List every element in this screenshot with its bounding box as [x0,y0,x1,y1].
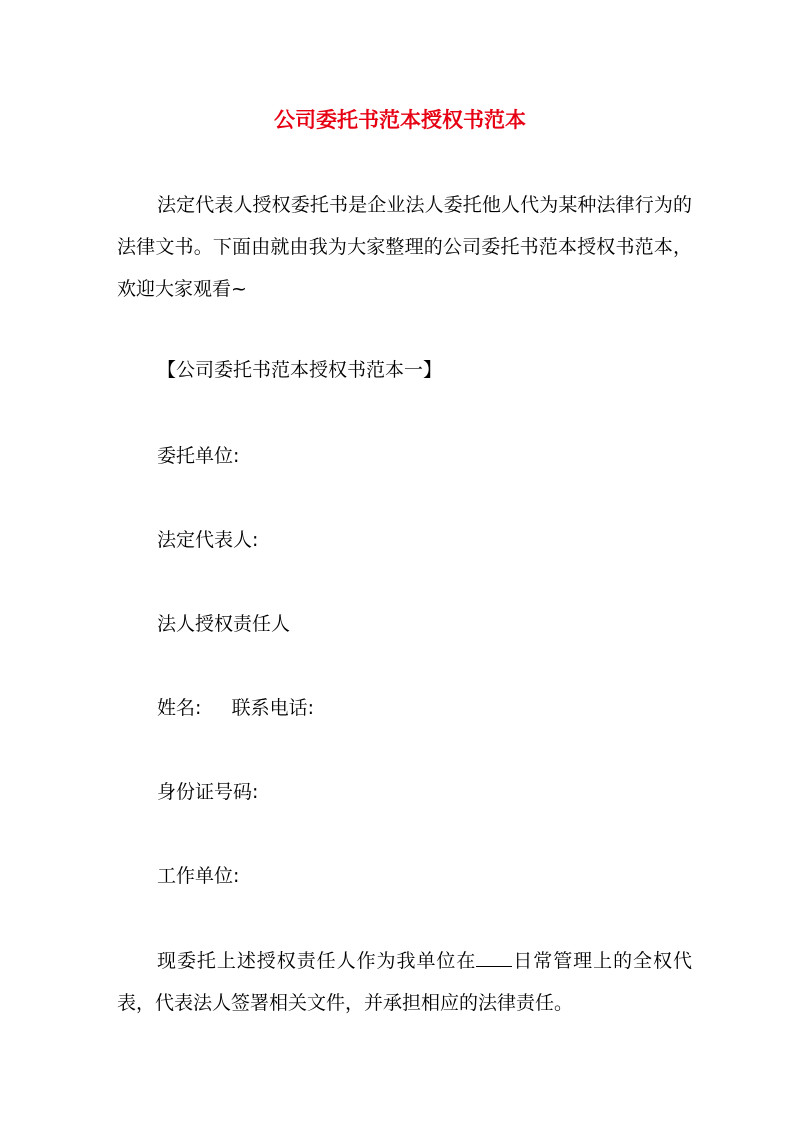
field-authorized-person: 法人授权责任人 [157,613,291,635]
field-id-number: 身份证号码: [157,781,259,803]
document-title: 公司委托书范本授权书范本 [274,108,526,132]
field-entrusting-unit: 委托单位: [157,445,240,467]
body-text-part2: 日常管理上的全权代表，代表法人签署相关文件，并承担相应的法律责任。 [117,950,692,1014]
fill-in-blank [476,965,512,967]
field-work-unit: 工作单位: [157,865,240,887]
field-name-phone: 姓名: 联系电话: [157,697,315,719]
field-legal-representative: 法定代表人: [157,529,259,551]
section-heading: 【公司委托书范本授权书范本一】 [157,359,443,381]
body-text-part1: 现委托上述授权责任人作为我单位在 [157,950,477,972]
intro-paragraph: 法定代表人授权委托书是企业法人委托他人代为某种法律行为的法律文书。下面由就由我为大家整理的公司委托书范本授权书范本，欢迎大家观看~ [117,194,692,300]
body-paragraph [117,940,692,1024]
